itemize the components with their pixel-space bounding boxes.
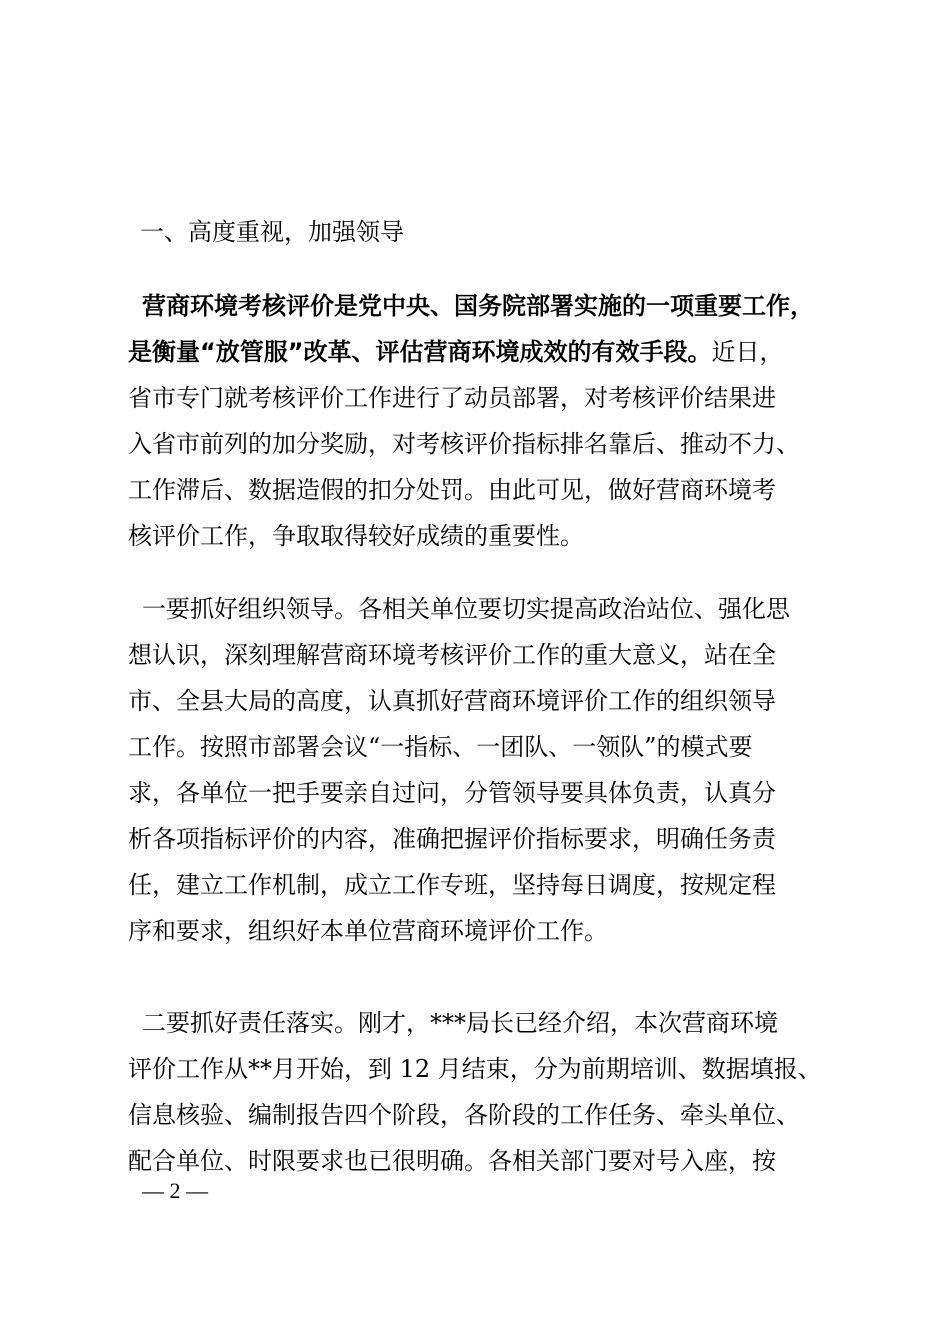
paragraph-line: 析各项指标评价的内容，准确把握评价指标要求，明确任务责 [128, 825, 776, 853]
section-heading: 一、高度重视，加强领导 [140, 218, 404, 246]
paragraph-line: 想认识，深刻理解营商环境考核评价工作的重大意义，站在全 [128, 641, 776, 669]
page-number: — 2 — [142, 1178, 208, 1203]
paragraph-2 [128, 586, 868, 954]
paragraph-line: 序和要求，组织好本单位营商环境评价工作。 [128, 917, 608, 945]
text-run: 近日， [711, 338, 784, 366]
paragraph-line: 二要抓好责任落实。刚才，***局长已经介绍，本次营商环境 [142, 1009, 778, 1037]
paragraph-line: 省市专门就考核评价工作进行了动员部署，对考核评价结果进 [128, 384, 776, 412]
paragraph-1 [128, 283, 868, 559]
paragraph-line: 工作滞后、数据造假的扣分处罚。由此可见，做好营商环境考 [128, 476, 776, 504]
paragraph-line: 入省市前列的加分奖励，对考核评价指标排名靠后、推动不力、 [128, 430, 800, 458]
paragraph-line: 市、全县大局的高度，认真抓好营商环境评价工作的组织领导 [128, 687, 776, 715]
paragraph-line: 一要抓好组织领导。各相关单位要切实提高政治站位、强化思 [142, 595, 790, 623]
paragraph-line: 营商环境考核评价是党中央、国务院部署实施的一项重要工作， [142, 292, 814, 320]
paragraph-line: 任，建立工作机制，成立工作专班，坚持每日调度，按规定程 [128, 871, 776, 899]
paragraph-line: 信息核验、编制报告四个阶段，各阶段的工作任务、牵头单位、 [128, 1101, 800, 1129]
paragraph-line: 评价工作从**月开始，到 12 月结束，分为前期培训、数据填报、 [128, 1055, 822, 1083]
paragraph-3 [128, 1000, 868, 1184]
paragraph-line: 工作。按照市部署会议“一指标、一团队、一领队”的模式要 [128, 733, 753, 761]
paragraph-line [128, 329, 868, 375]
paragraph-line: 配合单位、时限要求也已很明确。各相关部门要对号入座，按 [128, 1147, 776, 1175]
bold-run: 是衡量“放管服”改革、评估营商环境成效的有效手段。 [128, 338, 712, 366]
paragraph-line: 求，各单位一把手要亲自过问，分管领导要具体负责，认真分 [128, 779, 776, 807]
paragraph-line: 核评价工作，争取取得较好成绩的重要性。 [128, 522, 584, 550]
